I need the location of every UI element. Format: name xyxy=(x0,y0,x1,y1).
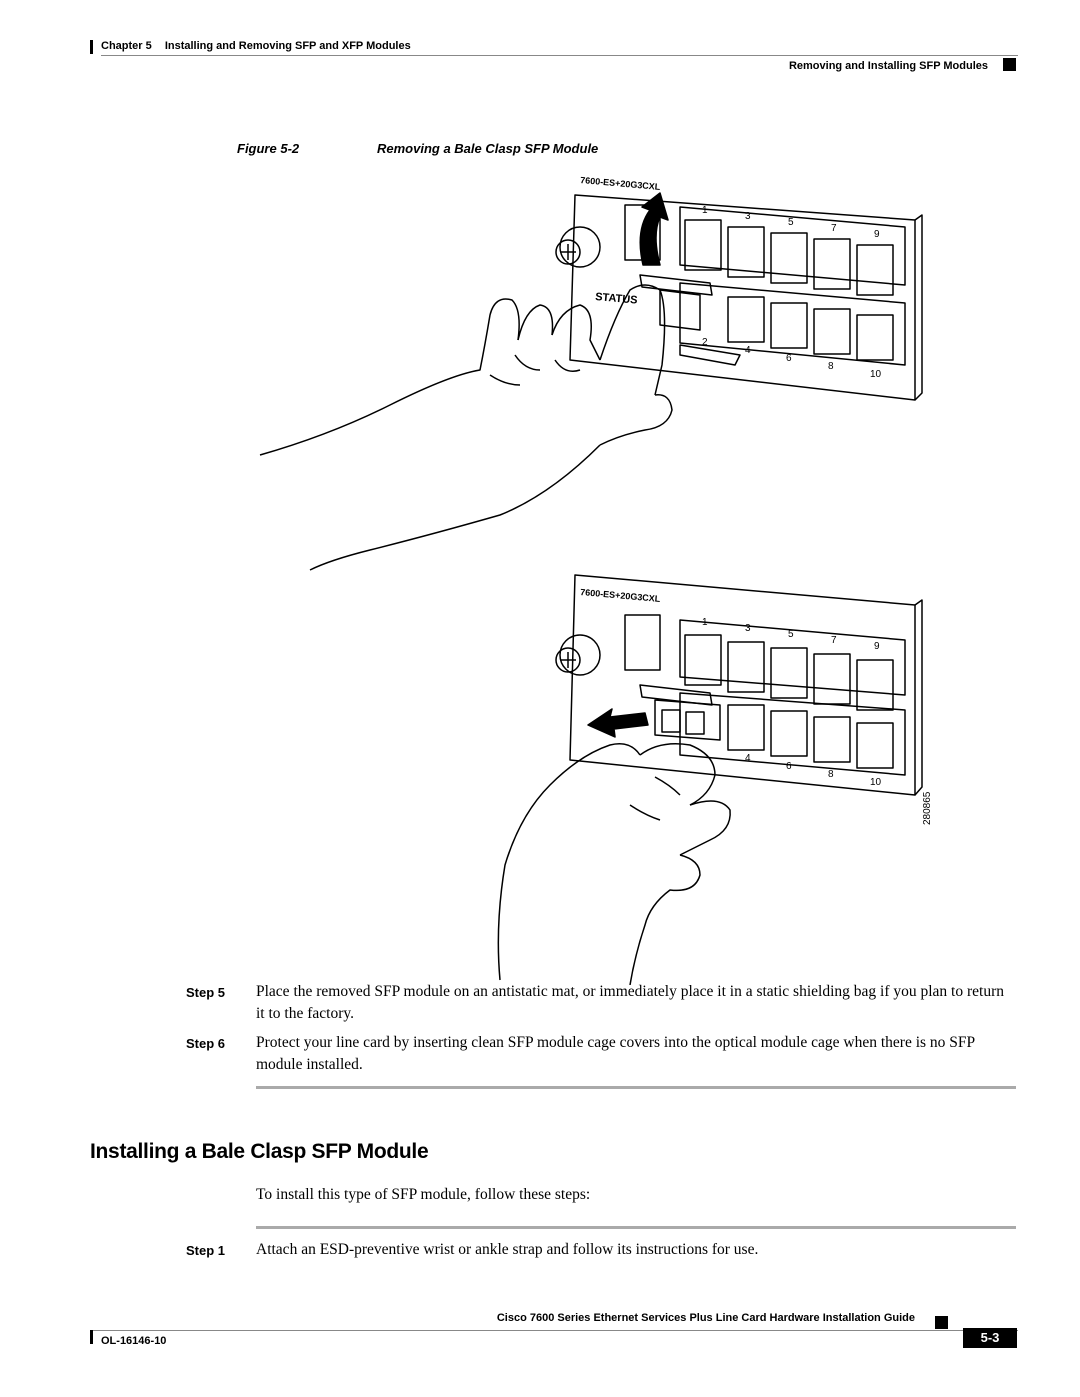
footer-doc-title: Cisco 7600 Series Ethernet Services Plus Line Card Hardware Installation Guide xyxy=(496,1312,915,1324)
port-number: 3 xyxy=(745,211,751,222)
step-label: Step 5 xyxy=(186,985,226,1000)
port-number: 7 xyxy=(831,635,837,646)
port-number: 4 xyxy=(745,753,751,764)
card-label-bottom: 7600-ES+20G3CXL xyxy=(579,587,661,604)
figure-illustration xyxy=(250,165,950,985)
port-number: 9 xyxy=(874,641,880,652)
figure-id: 280865 xyxy=(922,791,933,825)
port-number: 8 xyxy=(828,361,834,372)
footer-left-bar xyxy=(90,1330,93,1344)
port-number: 7 xyxy=(831,223,837,234)
port-number: 1 xyxy=(702,205,708,216)
line-card-panel-bottom xyxy=(556,575,922,795)
port-number: 5 xyxy=(788,217,794,228)
port-number: 2 xyxy=(702,337,708,348)
port-number: 5 xyxy=(788,629,794,640)
running-header-chapter xyxy=(101,40,421,52)
port-number: 10 xyxy=(870,369,882,380)
port-number: 9 xyxy=(874,229,880,240)
page-number: 5-3 xyxy=(963,1328,1017,1348)
step-text: Protect your line card by inserting clean SFP module cage covers into the optical module cage when there is no SFP module installed. xyxy=(256,1034,975,1073)
running-header-section: Removing and Installing SFP Modules xyxy=(788,60,988,72)
chapter-label: Chapter 5 xyxy=(101,40,152,52)
port-number: 3 xyxy=(745,623,751,634)
figure-number: Figure 5-2 xyxy=(237,141,300,156)
chapter-title: Installing and Removing SFP and XFP Modules xyxy=(164,40,411,52)
port-number: 6 xyxy=(786,761,792,772)
procedure-start-rule xyxy=(256,1226,1016,1229)
section-intro: To install this type of SFP module, follow these steps: xyxy=(256,1186,591,1203)
port-number: 1 xyxy=(702,617,708,628)
footer-doc-code: OL-16146-10 xyxy=(101,1335,167,1347)
step-text: Place the removed SFP module on an antistatic mat, or immediately place it in a static shielding bag if you plan to return it to the factory. xyxy=(256,983,1004,1022)
figure-caption xyxy=(237,141,598,156)
port-number: 8 xyxy=(828,769,834,780)
port-number: 10 xyxy=(870,777,882,788)
hand-bottom xyxy=(498,744,730,985)
step-text: Attach an ESD-preventive wrist or ankle strap and follow its instructions for use. xyxy=(256,1241,759,1258)
figure-title: Removing a Bale Clasp SFP Module xyxy=(377,141,599,156)
header-square xyxy=(1003,58,1016,71)
header-left-bar xyxy=(90,40,93,54)
port-number: 4 xyxy=(745,345,751,356)
status-label-top: STATUS xyxy=(594,291,638,307)
footer-square xyxy=(935,1316,948,1329)
procedure-end-rule xyxy=(256,1086,1016,1089)
port-number: 6 xyxy=(786,353,792,364)
footer-rule xyxy=(90,1330,1018,1331)
header-rule xyxy=(101,55,1018,56)
section-heading: Installing a Bale Clasp SFP Module xyxy=(90,1140,429,1163)
card-label-top: 7600-ES+20G3CXL xyxy=(579,175,661,192)
step-label: Step 6 xyxy=(186,1036,226,1051)
step-label: Step 1 xyxy=(186,1243,226,1258)
